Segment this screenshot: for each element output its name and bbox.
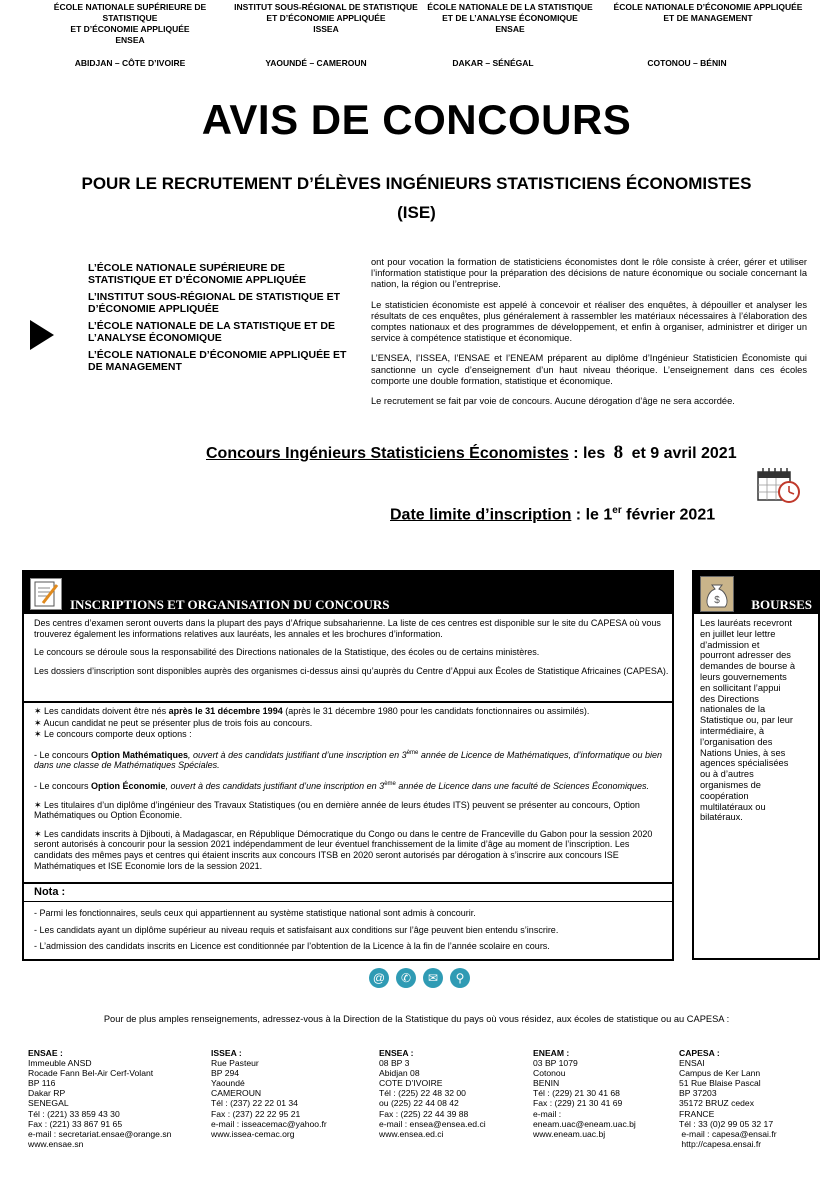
list-item: L’ÉCOLE NATIONALE DE LA STATISTIQUE ET DE L’ANALYSE ÉCONOMIQUE xyxy=(88,320,335,344)
registration-box xyxy=(22,570,674,961)
address-body: Immeuble ANSD Rocade Fann Bel-Air Cerf-Volant BP 116 Dakar RP SENEGAL Tél : (221) 33 859 43 30 Fax : (221) 33 867 91 65 e-mail : secretariat.ensae@orange.sn www.ensae.sn xyxy=(28,1058,172,1149)
address-eneam xyxy=(533,1048,636,1139)
intro-text xyxy=(371,257,807,416)
intro-paragraph: ont pour vocation la formation de statisticiens économistes dont le rôle consiste à créer, gérer et utiliser l’information statistique pour la préparation des décisions de nature économique ou sociale concernant la nation, la région ou l’entreprise. xyxy=(371,257,807,290)
more-info-text: Pour de plus amples renseignements, adressez-vous à la Direction de la Statistique du pays où vous résidez, aux écoles de statistique ou au CAPESA : xyxy=(103,1014,730,1024)
paragraph: Des centres d’examen seront ouverts dans la plupart des pays d’Afrique subsaharienne. La liste de ces centres est disponible sur le site du CAPESA où vous trouverez également les informations relatives aux lauréats, les annales et les brochures d’information. xyxy=(34,618,661,639)
address-body: 08 BP 3 Abidjan 08 COTE D’IVOIRE Tél : (225) 22 48 32 00 ou (225) 22 44 08 42 Fax : (225) 22 44 39 88 e-mail : ensea@ensea.ed.ci www.ensea.ed.ci xyxy=(379,1058,486,1139)
mail-icon: ✉ xyxy=(423,968,443,988)
divider xyxy=(24,701,672,703)
money-bag-icon xyxy=(700,576,734,612)
intro-paragraph: Le recrutement se fait par voie de concours. Aucune dérogation d’âge ne sera accordée. xyxy=(371,396,735,407)
divider xyxy=(24,882,672,884)
option-math xyxy=(34,748,669,771)
attempts-rule: ✶ Aucun candidat ne peut se présenter plus de trois fois au concours. xyxy=(34,717,313,728)
text: année de Licence de Mathématiques, d’informatique ou bien dans une classe de Mathématiques Spéciales. xyxy=(34,749,663,771)
address-capesa xyxy=(679,1048,777,1149)
exam-dates xyxy=(206,442,737,464)
paragraph: Les dossiers d’inscription sont disponibles auprès des organismes ci-dessus ainsi qu’auprès du Centre d’Appui aux Écoles de Statistique Africaines (CAPESA). xyxy=(34,665,669,676)
deadline-rest: février 2021 xyxy=(621,506,716,524)
address-name: ENSAE : xyxy=(28,1048,63,1058)
contact-icons xyxy=(369,968,479,988)
svg-text:$: $ xyxy=(714,595,720,606)
its-rule: ✶ Les titulaires d’un diplôme d’ingénieur des Travaux Statistiques (ou en dernière année de leurs études ITS) peuvent se présenter au concours, Option Mathématiques ou Option Économie. xyxy=(34,799,640,821)
city-cotonou: COTONOU – BÉNIN xyxy=(647,58,727,68)
city-yaounde: YAOUNDÉ – CAMEROUN xyxy=(265,58,367,68)
school-header-issea: INSTITUT SOUS-RÉGIONAL DE STATISTIQUE ET D’ÉCONOMIE APPLIQUÉE ISSEA xyxy=(234,2,418,34)
text: ème xyxy=(384,780,396,787)
school-header-ensae: ÉCOLE NATIONALE DE LA STATISTIQUE ET DE L’ANALYSE ÉCONOMIQUE ENSAE xyxy=(427,2,593,34)
address-issea xyxy=(211,1048,327,1139)
text: Option Économie xyxy=(91,780,166,791)
nota-list xyxy=(34,908,669,952)
deadline-sup: er xyxy=(612,505,622,516)
text: ✶ Les candidats doivent être nés xyxy=(34,706,169,716)
phone-icon: ✆ xyxy=(396,968,416,988)
text: - Le concours xyxy=(34,780,92,791)
list-item: L’INSTITUT SOUS-RÉGIONAL DE STATISTIQUE ET D’ÉCONOMIE APPLIQUÉE xyxy=(88,291,341,315)
age-rule xyxy=(34,706,669,717)
nota-item: - L’admission des candidats inscrits en Licence est conditionnée par l’obtention de la Licence à la fin de l’année scolaire en cours. xyxy=(34,941,550,952)
address-body: Rue Pasteur BP 294 Yaoundé CAMEROUN Tél : (237) 22 22 01 34 Fax : (237) 22 22 95 21 e-mail : isseacemac@yahoo.fr www.issea-cemac.org xyxy=(211,1058,327,1139)
divider xyxy=(24,901,672,902)
text: année de Licence dans une faculté de Sciences Économiques. xyxy=(395,780,650,791)
nota-title: Nota : xyxy=(34,886,66,898)
address-name: CAPESA : xyxy=(679,1048,720,1058)
address-name: ENSEA : xyxy=(379,1048,414,1058)
registration-section-2 xyxy=(34,706,669,872)
scholarship-text: Les lauréats recevront en juillet leur lettre d’admission et pourront adresser des demandes de bourse à leurs gouvernements en sollicitant l’appui des Directions nationales de la Statistique ou, par leur intermédiaire, à l’organisation des Nations Unies, à ses agences spécialisées ou à d’autres organismes de coopération multilatéraux ou bilatéraux. xyxy=(700,618,796,823)
address-body: 03 BP 1079 Cotonou BENIN Tél : (229) 21 30 41 68 Fax : (229) 21 30 41 69 e-mail : eneam.uac@eneam.uac.bj www.eneam.uac.bj xyxy=(533,1058,636,1139)
registration-section-1 xyxy=(34,618,669,676)
nota-item: - Parmi les fonctionnaires, seuls ceux qui appartiennent au système statistique national sont admis à concourir. xyxy=(34,908,476,918)
text: ème xyxy=(406,749,419,756)
registration-header xyxy=(24,572,672,614)
pen-paper-icon xyxy=(30,578,62,610)
scholarship-header-title: BOURSES xyxy=(751,597,812,612)
text: Option Mathématiques xyxy=(91,749,189,760)
address-ensea xyxy=(379,1048,486,1139)
nota-item: - Les candidats ayant un diplôme supérieur au niveau requis et satisfaisant aux conditions sur l’âge peuvent bien entendu s’inscrire. xyxy=(34,924,559,935)
exam-dates-label: Concours Ingénieurs Statisticiens Économistes xyxy=(206,445,569,462)
city-abidjan: ABIDJAN – CÔTE D’IVOIRE xyxy=(74,58,186,68)
address-ensae xyxy=(28,1048,171,1149)
text: (après le 31 décembre 1980 pour les candidats fonctionnaires ou assimilés). xyxy=(282,706,590,716)
options-intro: ✶ Le concours comporte deux options : xyxy=(34,729,192,740)
scholarship-box xyxy=(692,570,820,960)
exam-dates-sep: : les xyxy=(568,445,610,462)
location-icon: ⚲ xyxy=(450,968,470,988)
exam-dates-rest: et 9 avril 2021 xyxy=(627,445,737,462)
arrow-right-icon xyxy=(30,320,54,350)
address-name: ISSEA : xyxy=(211,1048,242,1058)
text: - Le concours xyxy=(34,749,92,760)
text: , ouvert à des candidats justifiant d’une inscription en 3 xyxy=(188,749,407,760)
intro-paragraph: Le statisticien économiste est appelé à concevoir et réaliser des enquêtes, à dépouiller et analyser les résultats de ces enquêtes, plus généralement à rassembler les matériaux nécessaires à l’élaboration des comptes nationaux et des programmes de développement, et enfin à organiser, administrer et diriger un service à compétence statistique et économique. xyxy=(371,299,807,344)
deadline-label: Date limite d’inscription xyxy=(390,506,572,524)
subtitle-ise: (ISE) xyxy=(397,203,436,222)
text: , ouvert à des candidats justifiant d’une inscription en 3 xyxy=(165,780,385,791)
schools-list xyxy=(88,262,348,378)
intro-paragraph: L’ENSEA, l’ISSEA, l’ENSAE et l’ENEAM préparent au diplôme d’Ingénieur Statisticien Économiste qui sanctionne un cycle d’enseignement d’un haut niveau théorique. L’enseignement dans ces écoles comporte une double formation, statistique et économique. xyxy=(371,353,807,386)
registration-header-title: INSCRIPTIONS ET ORGANISATION DU CONCOURS xyxy=(70,597,390,612)
option-eco xyxy=(34,779,669,792)
address-body: ENSAI Campus de Ker Lann 51 Rue Blaise Pascal BP 37203 35172 BRUZ cedex FRANCE Tél : 33 (0)2 99 05 32 17 e-mail : capesa@ensai.fr http://capesa.ensai.fr xyxy=(679,1058,777,1149)
exam-day1: 8 xyxy=(613,442,624,463)
registration-deadline xyxy=(390,505,715,524)
page-title: AVIS DE CONCOURS xyxy=(201,96,632,143)
school-header-ensea: ÉCOLE NATIONALE SUPÉRIEURE DE STATISTIQUE ET D’ÉCONOMIE APPLIQUÉE ENSEA xyxy=(53,2,207,45)
address-name: ENEAM : xyxy=(533,1048,570,1058)
subtitle: POUR LE RECRUTEMENT D’ÉLÈVES INGÉNIEURS STATISTICIENS ÉCONOMISTES xyxy=(81,174,752,193)
city-dakar: DAKAR – SÉNÉGAL xyxy=(452,58,534,68)
derogation-rule: ✶ Les candidats inscrits à Djibouti, à Madagascar, en République Démocratique du Congo ou dans le centre de Franceville du Gabon pour la session 2020 seront autorisés à concourir pour la session 2021 indépendamment de leur éventuel franchissement de la limite d’âge au moment de l’inscription. Les candidats des mêmes pays et centres qui étaient inscrits aux concours ITSB en 2020 seront autorisés par dérogation à s’inscrire aux concours ISE Mathématiques et ISE Economie lors de la session 2021. xyxy=(34,828,653,871)
calendar-clock-icon xyxy=(757,466,801,504)
list-item: L’ÉCOLE NATIONALE SUPÉRIEURE DE STATISTIQUE ET D’ÉCONOMIE APPLIQUÉE xyxy=(88,262,306,286)
at-icon: @ xyxy=(369,968,389,988)
paragraph: Le concours se déroule sous la responsabilité des Directions nationales de la Statistique, des écoles ou de certains ministères. xyxy=(34,647,540,658)
text: après le 31 décembre 1994 xyxy=(168,706,283,716)
scholarship-header xyxy=(694,572,818,614)
deadline-sep: : le 1 xyxy=(571,506,613,524)
list-item: L’ÉCOLE NATIONALE D’ÉCONOMIE APPLIQUÉE ET DE MANAGEMENT xyxy=(88,349,347,373)
school-header-eneam: ÉCOLE NATIONALE D’ÉCONOMIE APPLIQUÉE ET DE MANAGEMENT xyxy=(613,2,803,23)
